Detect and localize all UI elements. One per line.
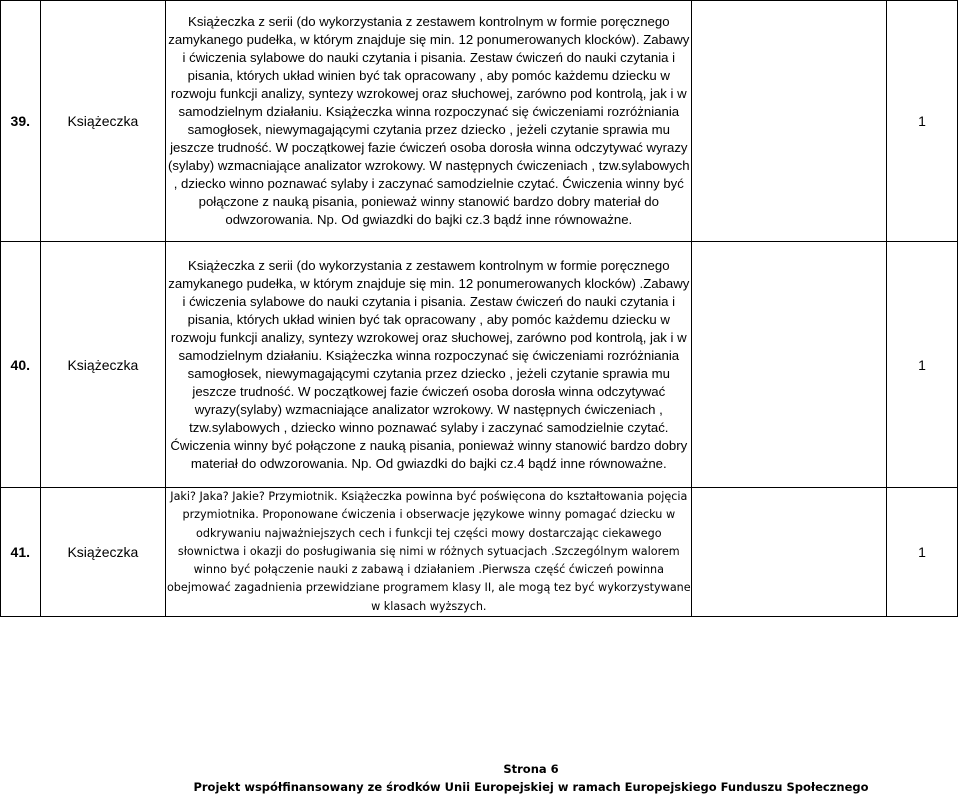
row-number: 39.	[1, 1, 41, 242]
item-quantity: 1	[887, 488, 958, 617]
page-number: Strona 6	[503, 762, 559, 776]
row-number: 40.	[1, 242, 41, 488]
empty-cell	[692, 1, 887, 242]
project-footer: Projekt współfinansowany ze środków Unii Europejskiej w ramach Europejskiego Funduszu Społecznego	[193, 780, 869, 794]
empty-cell	[692, 242, 887, 488]
table-row	[1, 242, 958, 488]
item-description: Jaki? Jaka? Jakie? Przymiotnik. Książeczka powinna być poświęcona do kształtowania pojęcia przymiotnika. Proponowane ćwiczenia i obserwacje językowe winny pomagać dziecku w odkrywaniu najważniejszych cech i funkcji tej części mowy dostarczając ciekawego słownictwa i okazji do posługiwania się nimi w różnych sytuacjach .Szczególnym walorem winno być połączenie nauki z zabawą i działaniem .Pierwsza część ćwiczeń powinna obejmować zagadnienia przewidziane programem klasy II, ale mogą tez być wykorzystywane w klasach wyższych.	[166, 488, 692, 617]
item-name: Książeczka	[40, 488, 166, 617]
item-quantity: 1	[887, 1, 958, 242]
item-description: Książeczka z serii (do wykorzystania z zestawem kontrolnym w formie poręcznego zamykanego pudełka, w którym znajduje się min. 12 ponumerowanych klocków). Zabawy i ćwiczenia sylabowe do nauki czytania i pisania. Zestaw ćwiczeń do nauki czytania i pisania, których układ winien być tak opracowany , aby pomóc każdemu dziecku w rozwoju funkcji analizy, syntezy wzrokowej oraz słuchowej, zarówno pod kontrolą, jak i w samodzielnym działaniu. Książeczka winna rozpoczynać się ćwiczeniami rozróżniania samogłosek, niewymagającymi czytania przez dziecko , jeżeli czytanie sprawia mu jeszcze trudność. W początkowej fazie ćwiczeń osoba dorosła winna odczytywać wyrazy (sylaby) wzmacniające analizator wzrokowy. W następnych ćwiczeniach , tzw.sylabowych , dziecko winno poznawać sylaby i zaczynać samodzielnie czytać. Ćwiczenia winny być połączone z nauką pisania, ponieważ winny stanowić bardzo dobry materiał do odwzorowania. Np. Od gwiazdki do bajki cz.3 bądź inne równoważne.	[166, 1, 692, 242]
item-name: Książeczka	[40, 242, 166, 488]
item-description: Książeczka z serii (do wykorzystania z zestawem kontrolnym w formie poręcznego zamykanego pudełka, w którym znajduje się min. 12 ponumerowanych klocków) .Zabawy i ćwiczenia sylabowe do nauki czytania i pisania. Zestaw ćwiczeń do nauki czytania i pisania, których układ winien być tak opracowany , aby pomóc każdemu dziecku w rozwoju funkcji analizy, syntezy wzrokowej oraz słuchowej, zarówno pod kontrolą, jak i w samodzielnym działaniu. Książeczka winna rozpoczynać się ćwiczeniami rozróżniania samogłosek, niewymagającymi czytania przez dziecko , jeżeli czytanie sprawia mu jeszcze trudność. W początkowej fazie ćwiczeń osoba dorosła winna odczytywać wyrazy(sylaby) wzmacniające analizator wzrokowy. W następnych ćwiczeniach , tzw.sylabowych , dziecko winno poznawać sylaby i zaczynać samodzielnie czytać. Ćwiczenia winny być połączone z nauką pisania, ponieważ winny stanowić bardzo dobry materiał do odwzorowania. Np. Od gwiazdki do bajki cz.4 bądź inne równoważne.	[166, 242, 692, 488]
table-row	[1, 488, 958, 617]
item-name: Książeczka	[40, 1, 166, 242]
table-row	[1, 1, 958, 242]
row-number: 41.	[1, 488, 41, 617]
item-quantity: 1	[887, 242, 958, 488]
empty-cell	[692, 488, 887, 617]
